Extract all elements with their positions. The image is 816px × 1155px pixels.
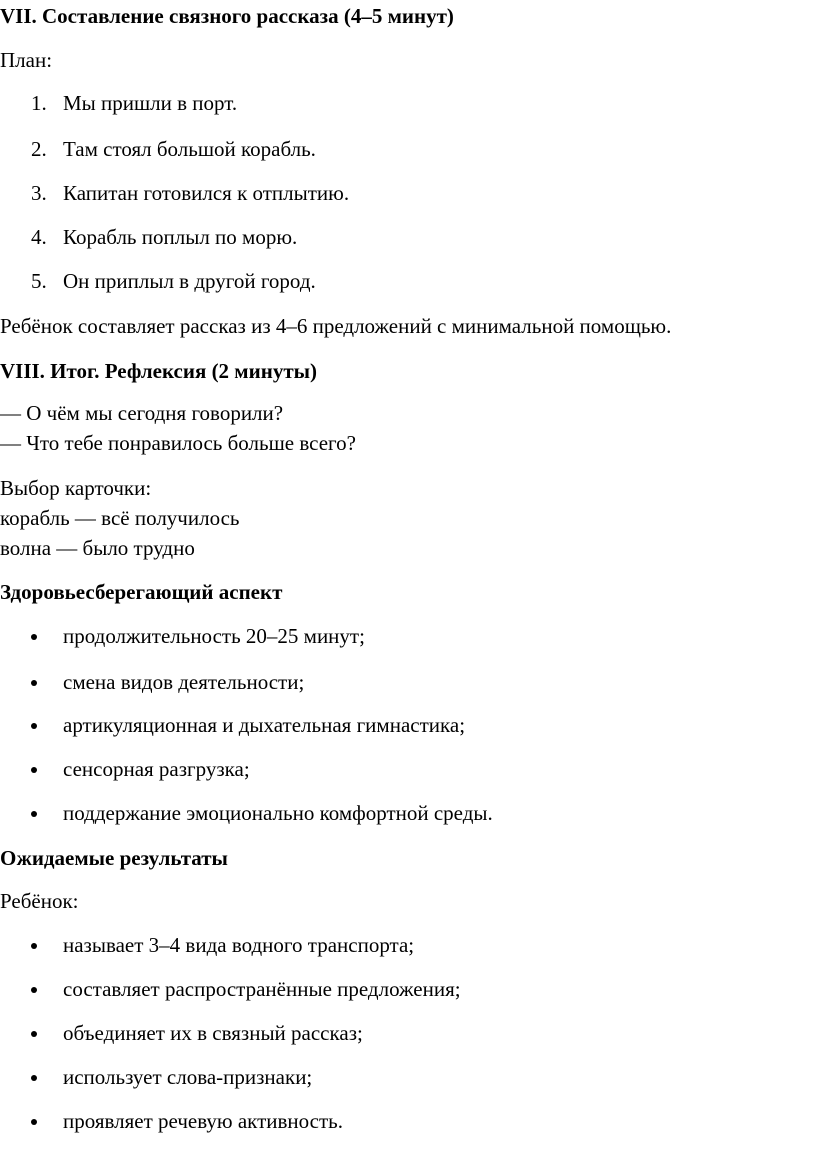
list-item: проявляет речевую активность.	[63, 1109, 344, 1133]
bullet-icon	[31, 680, 37, 686]
list-item-number: 5.	[31, 269, 47, 293]
list-item: объединяет их в связный рассказ;	[63, 1021, 363, 1045]
reflection-question: — Что тебе понравилось больше всего?	[0, 431, 356, 455]
reflection-question: — О чём мы сегодня говорили?	[0, 401, 284, 425]
list-item: Он приплыл в другой город.	[63, 269, 316, 293]
bullet-icon	[31, 1075, 37, 1081]
card-option: корабль — всё получилось	[0, 506, 240, 530]
bullet-icon	[31, 1031, 37, 1037]
list-item: использует слова-признаки;	[63, 1065, 313, 1089]
results-subject: Ребёнок:	[0, 889, 79, 913]
list-item-number: 3.	[31, 181, 47, 205]
list-item: Капитан готовился к отплытию.	[63, 181, 350, 205]
bullet-icon	[31, 943, 37, 949]
list-item: смена видов деятельности;	[63, 670, 305, 694]
list-item-number: 1.	[31, 91, 47, 115]
list-item-number: 2.	[31, 137, 47, 161]
results-heading: Ожидаемые результаты	[0, 846, 228, 870]
card-option: волна — было трудно	[0, 536, 195, 560]
section-8-heading: VIII. Итог. Рефлексия (2 минуты)	[0, 359, 318, 383]
bullet-icon	[31, 811, 37, 817]
section-7-heading: VII. Составление связного рассказа (4–5 минут)	[0, 4, 454, 28]
bullet-icon	[31, 987, 37, 993]
list-item: сенсорная разгрузка;	[63, 757, 250, 781]
list-item: поддержание эмоционально комфортной среды.	[63, 801, 493, 825]
card-choice-label: Выбор карточки:	[0, 476, 152, 500]
bullet-icon	[31, 634, 37, 640]
list-item: называет 3–4 вида водного транспорта;	[63, 933, 415, 957]
story-note: Ребёнок составляет рассказ из 4–6 предложений с минимальной помощью.	[0, 314, 672, 338]
list-item: Там стоял большой корабль.	[63, 137, 316, 161]
health-heading: Здоровьесберегающий аспект	[0, 580, 283, 604]
list-item: составляет распространённые предложения;	[63, 977, 461, 1001]
list-item: продолжительность 20–25 минут;	[63, 624, 365, 648]
bullet-icon	[31, 1119, 37, 1125]
list-item-number: 4.	[31, 225, 47, 249]
list-item: артикуляционная и дыхательная гимнастика;	[63, 713, 466, 737]
plan-label: План:	[0, 48, 53, 72]
list-item: Корабль поплыл по морю.	[63, 225, 298, 249]
bullet-icon	[31, 767, 37, 773]
list-item: Мы пришли в порт.	[63, 91, 238, 115]
bullet-icon	[31, 723, 37, 729]
